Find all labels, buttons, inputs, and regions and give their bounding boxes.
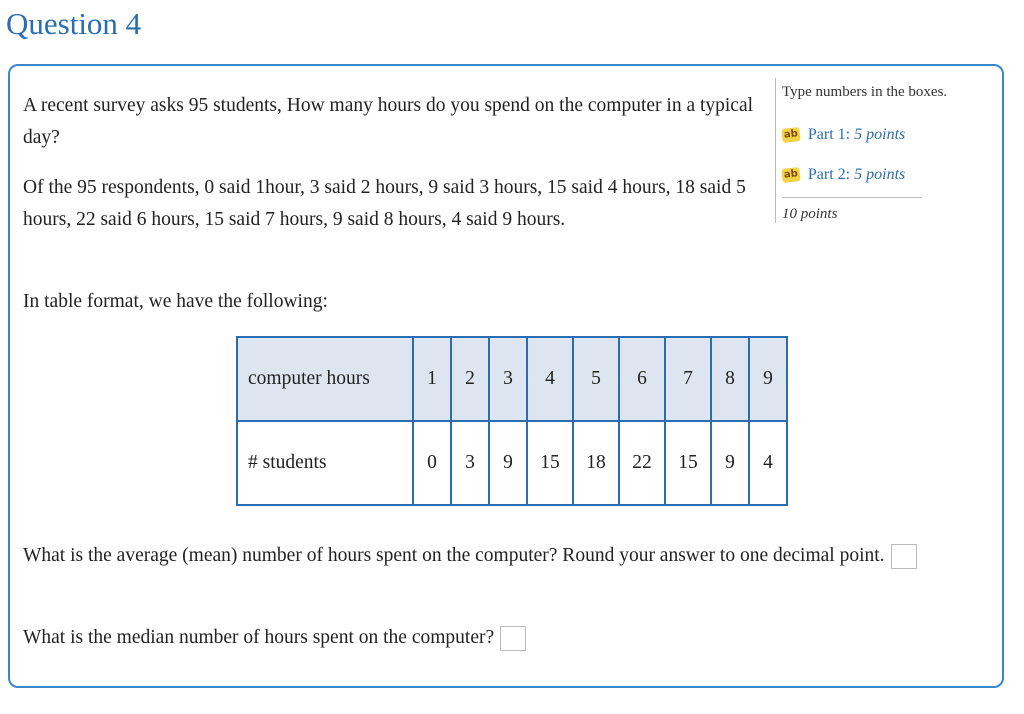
part-1-label: Part 1: [807,126,851,143]
text-entry-icon: ab [781,167,800,183]
students-row-label: # students [237,421,413,505]
hours-cell: 7 [665,337,711,421]
question-container [8,64,1004,688]
hours-cell: 3 [489,337,527,421]
median-question-text: What is the median number of hours spent on the computer? [23,627,495,648]
table-intro: In table format, we have the following: [23,291,328,312]
hours-cell: 6 [619,337,665,421]
part-2-points: 5 points [854,166,906,183]
students-cell: 18 [573,421,619,505]
part-1-link[interactable] [776,115,923,155]
mean-answer-input[interactable] [891,544,917,569]
mean-question [23,540,983,572]
students-cell: 15 [665,421,711,505]
sidebar-instructions: Type numbers in the boxes. [782,84,948,100]
mean-question-text: What is the average (mean) number of hours spent on the computer? Round your answer to one decimal point. [23,545,885,566]
students-cell: 0 [413,421,451,505]
students-cell: 15 [527,421,573,505]
students-cell: 3 [451,421,489,505]
students-row [237,421,787,505]
students-cell: 9 [489,421,527,505]
hours-cell: 5 [573,337,619,421]
hours-cell: 8 [711,337,749,421]
median-question [23,622,526,654]
points-sidebar [775,78,948,223]
hours-cell: 1 [413,337,451,421]
hours-row-label: computer hours [237,337,413,421]
survey-table [236,336,788,506]
part-2-label: Part 2: [807,166,851,183]
part-1-points: 5 points [854,126,906,143]
median-answer-input[interactable] [500,626,526,651]
total-points: 10 points [782,206,838,222]
hours-cell: 9 [749,337,787,421]
hours-row [237,337,787,421]
hours-cell: 2 [451,337,489,421]
question-intro: A recent survey asks 95 students, How many hours do you spend on the computer in a typical day? [23,95,754,148]
hours-cell: 4 [527,337,573,421]
respondents-text: Of the 95 respondents, 0 said 1hour, 3 said 2 hours, 9 said 3 hours, 15 said 4 hours, 18 said 5 hours, 22 said 6 hours, 15 said 7 hours, 9 said 8 hours, 4 said 9 hours. [23,177,746,230]
students-cell: 4 [749,421,787,505]
text-entry-icon: ab [781,127,800,143]
page-title: Question 4 [6,6,142,41]
part-2-link[interactable] [776,155,923,195]
students-cell: 9 [711,421,749,505]
students-cell: 22 [619,421,665,505]
